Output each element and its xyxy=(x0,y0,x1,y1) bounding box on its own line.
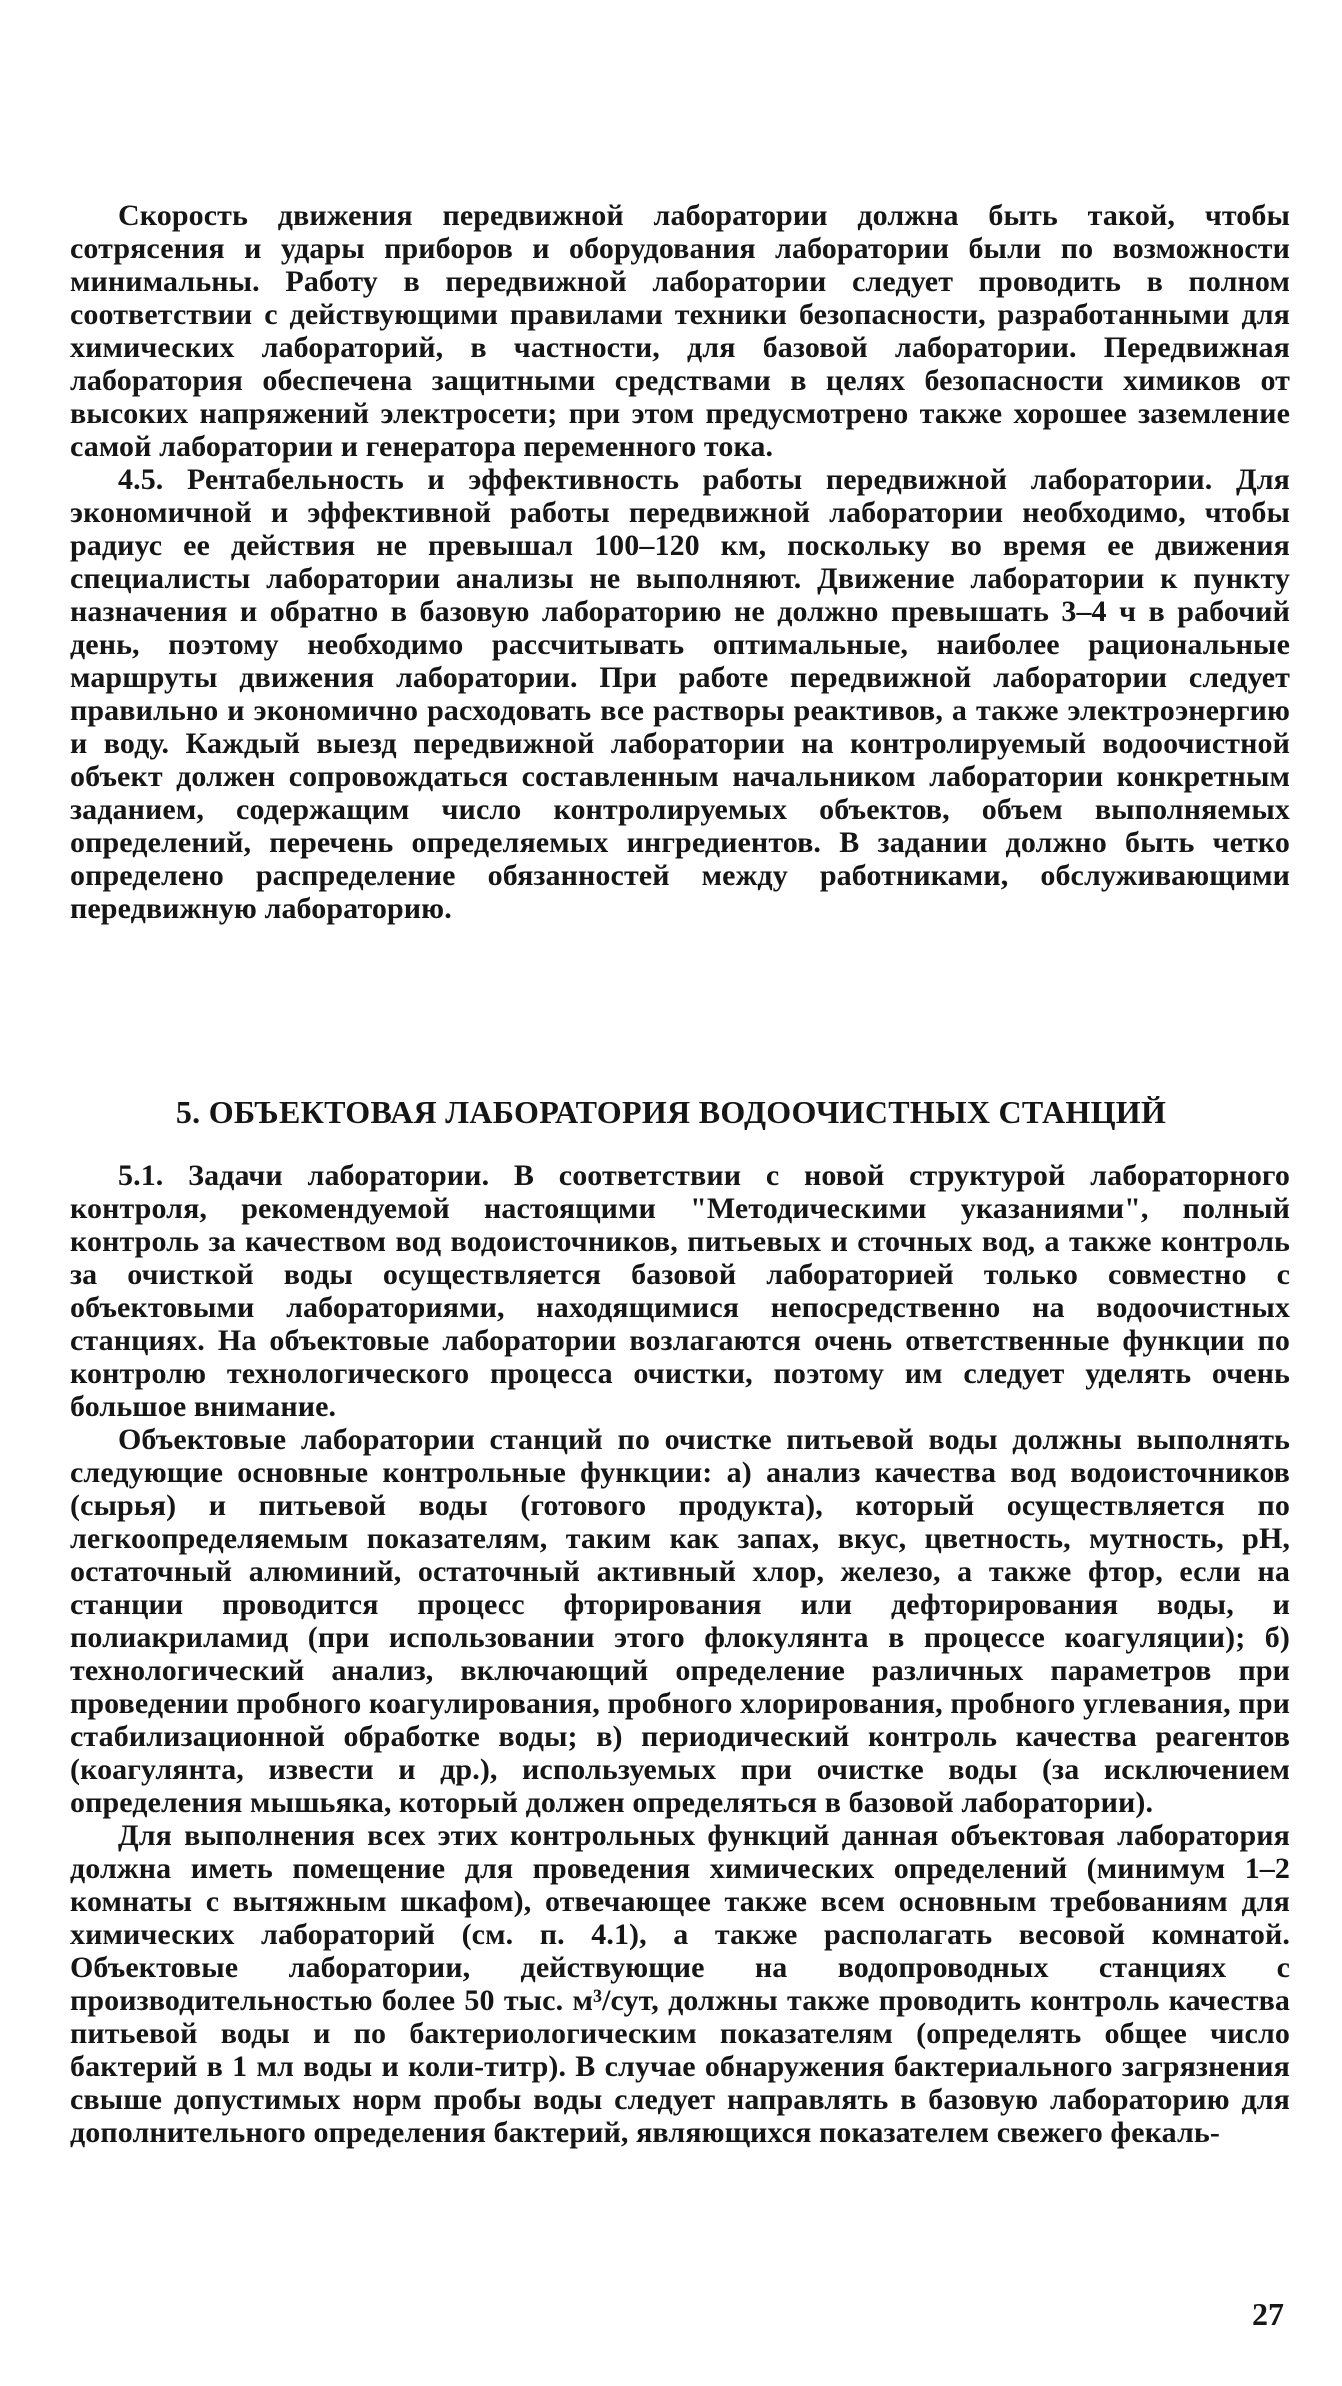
paragraph-control-functions: Объектовые лаборатории станций по очистке питьевой воды должны выполнять следующие основные контрольные функции: а) анализ качества вод водоисточников (сырья) и питьевой воды (готового продукта), который осуществляется по легкоопределяемым показателям, таким как запах, вкус, цветность, мутность, pH, остаточный алюминий, остаточный активный хлор, железо, а также фтор, если на станции проводится процесс фторирования или дефторирования воды, и полиакриламид (при использовании этого флокулянта в процессе коагуляции); б) технологический анализ, включающий определение различных параметров при проведении пробного коагулирования, пробного хлорирования, пробного углевания, при стабилизационной обработке воды; в) периодический контроль качества реагентов (коагулянта, извести и др.), используемых при очистке воды (за исключением определения мышьяка, который должен определяться в базовой лаборатории). xyxy=(70,1423,1290,1819)
paragraph-lab-requirements: Для выполнения всех этих контрольных функций данная объектовая лаборатория должна иметь помещение для проведения химических определений (минимум 1–2 комнаты с вытяжным шкафом), отвечающее также всем основным требованиям для химических лабораторий (см. п. 4.1), а также располагать весовой комнатой. Объектовые лаборатории, действующие на водопроводных станциях с производительностью более 50 тыс. м³/сут, должны также проводить контроль качества питьевой воды и по бактериологическим показателям (определять общее число бактерий в 1 мл воды и коли-титр). В случае обнаружения бактериального загрязнения свыше допустимых норм пробы воды следует направлять в базовую лабораторию для дополнительного определения бактерий, являющихся показателем свежего фекаль- xyxy=(70,1819,1290,2149)
paragraph-lab-safety: Скорость движения передвижной лаборатории должна быть такой, чтобы сотрясения и удары приборов и оборудования лаборатории были по возможности минимальны. Работу в передвижной лаборатории следует проводить в полном соответствии с действующими правилами техники безопасности, разработанными для химических лабораторий, в частности, для базовой лаборатории. Передвижная лаборатория обеспечена защитными средствами в целях безопасности химиков от высоких напряжений электросети; при этом предусмотрено также хорошее заземление самой лаборатории и генератора переменного тока. xyxy=(70,199,1290,463)
paragraph-lab-tasks: 5.1. Задачи лаборатории. В соответствии с новой структурой лабораторного контроля, рекомендуемой настоящими "Методическими указаниями", полный контроль за качеством вод водоисточников, питьевых и сточных вод, а также контроль за очисткой воды осуществляется базовой лабораторией только совместно с объектовыми лабораториями, находящимися непосредственно на водоочистных станциях. На объектовые лаборатории возлагаются очень ответственные функции по контролю технологического процесса очистки, поэтому им следует уделять очень большое внимание. xyxy=(70,1159,1290,1423)
paragraph-profitability: 4.5. Рентабельность и эффективность работы передвижной лаборатории. Для экономичной и эффективной работы передвижной лаборатории необходимо, чтобы радиус ее действия не превышал 100–120 км, поскольку во время ее движения специалисты лаборатории анализы не выполняют. Движение лаборатории к пункту назначения и обратно в базовую лабораторию не должно превышать 3–4 ч в рабочий день, поэтому необходимо рассчитывать оптимальные, наиболее рациональные маршруты движения лаборатории. При работе передвижной лаборатории следует правильно и экономично расходовать все растворы реактивов, а также электроэнергию и воду. Каждый выезд передвижной лаборатории на контролируемый водоочистной объект должен сопровождаться составленным начальником лаборатории конкретным заданием, содержащим число контролируемых объектов, объем выполняемых определений, перечень определяемых ингредиентов. В задании должно быть четко определено распределение обязанностей между работниками, обслуживающими передвижную лабораторию. xyxy=(70,463,1290,925)
section-title: 5. ОБЪЕКТОВАЯ ЛАБОРАТОРИЯ ВОДООЧИСТНЫХ СТАНЦИЙ xyxy=(175,1094,1167,1130)
section-body xyxy=(70,1159,1290,2149)
top-text-block xyxy=(70,199,1290,925)
page-number: 27 xyxy=(1252,2296,1284,2332)
